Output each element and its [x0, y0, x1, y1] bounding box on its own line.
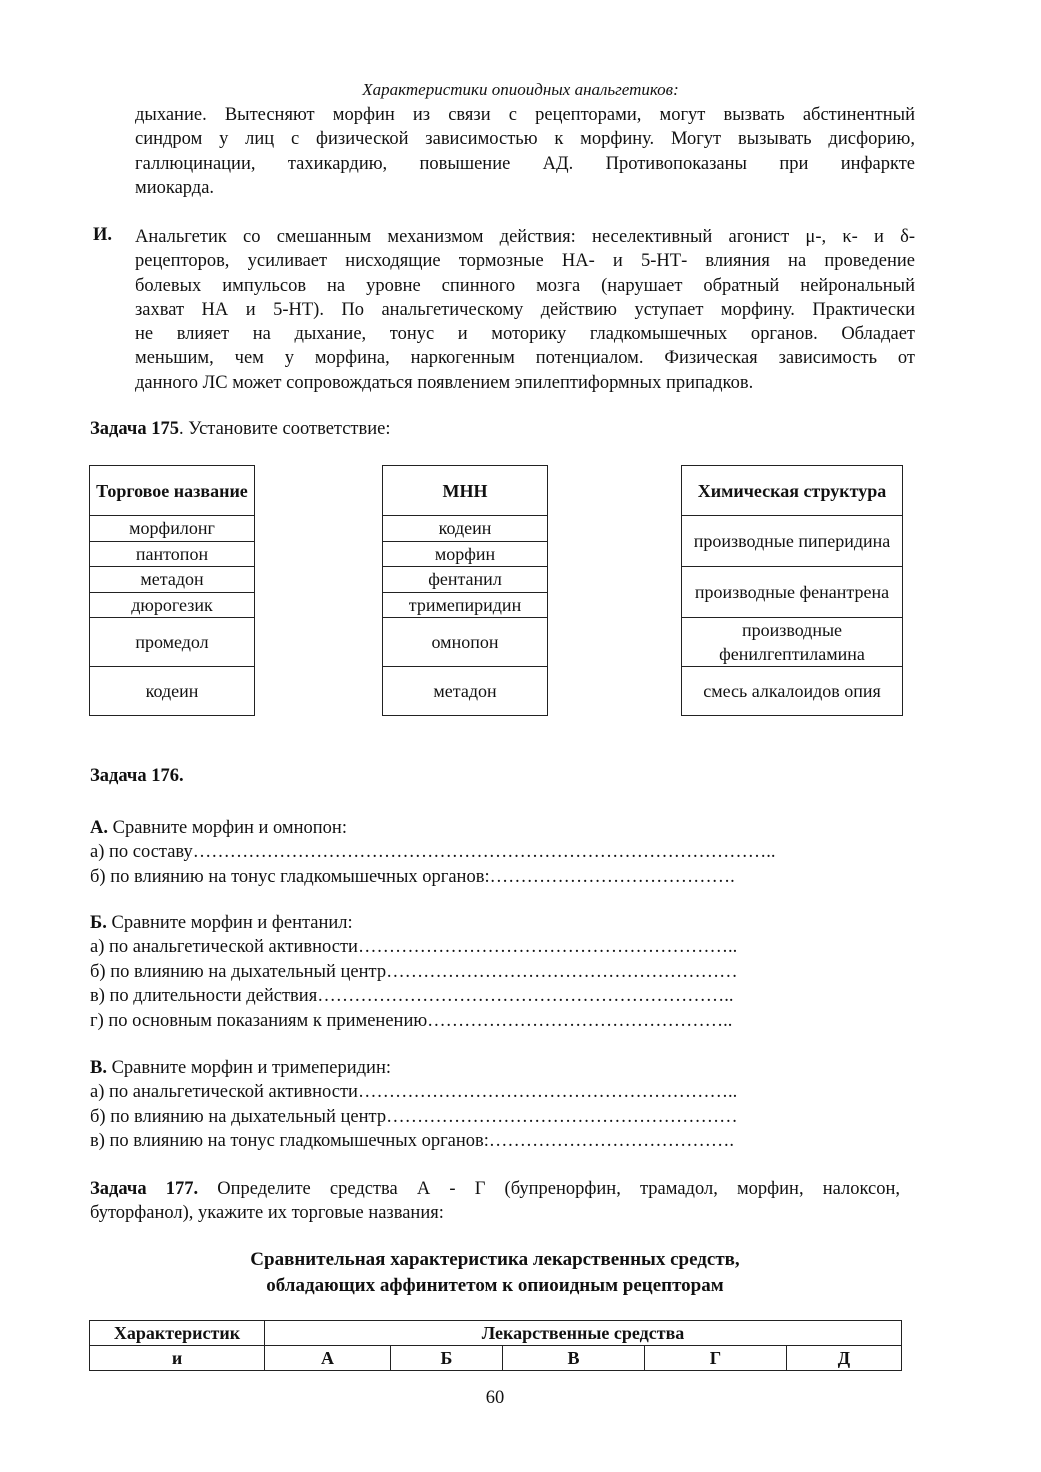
section-label: А. — [90, 818, 108, 838]
table-cell: метадон — [90, 567, 255, 593]
section-b — [90, 911, 738, 1033]
table-cell: кодеин — [383, 516, 548, 542]
section-a — [90, 816, 776, 889]
inn-table — [382, 465, 548, 716]
fill-line: а) по анальгетической активности…………………………………………………….. — [90, 937, 738, 958]
running-header: Характеристики опиоидных анальгетиков: — [362, 80, 679, 99]
fill-line: а) по составу………………………………………………………………………………….. — [90, 842, 776, 863]
section-heading-text: Сравните морфин и омнопон: — [108, 818, 347, 838]
page-number: 60 — [485, 1388, 505, 1408]
drug-column-header: А — [265, 1346, 391, 1371]
task-label: Задача 177. — [90, 1179, 199, 1199]
fill-line: б) по влиянию на дыхательный центр………………………………………………… — [90, 1106, 738, 1127]
title-line: Сравнительная характеристика лекарственных средств, — [250, 1249, 740, 1270]
section-v — [90, 1056, 738, 1154]
text-line: синдром у лиц с физической зависимостью к морфину. Могут вызывать дисфорию, — [135, 129, 915, 150]
text-line: меньшим, чем у морфина, наркогенным потенциалом. Физическая зависимость от — [135, 348, 915, 369]
table-cell: омнопон — [383, 618, 548, 667]
text-line: Анальгетик со смешанным механизмом действия: неселективный агонист μ-, κ- и δ- — [135, 227, 915, 247]
table-cell: метадон — [383, 667, 548, 716]
characteristic-header-cont: и — [90, 1346, 265, 1371]
section-heading — [90, 911, 738, 935]
drug-column-header: Г — [645, 1346, 787, 1371]
task-text: Определите средства А - Г (бупренорфин, трамадол, морфин, налоксон, — [198, 1179, 900, 1199]
section-heading-text: Сравните морфин и тримеперидин: — [106, 1058, 391, 1078]
table-cell: морфин — [383, 541, 548, 567]
text-line: миокарда. — [135, 177, 215, 198]
comparison-table — [89, 1320, 902, 1371]
text-line: захват НА и 5-НТ). По анальгетическому действию уступает морфину. Практически — [135, 299, 915, 320]
fill-line: г) по основным показаниям к применению………………………………………….. — [90, 1010, 733, 1031]
table-cell: кодеин — [90, 667, 255, 716]
text-line: галлюцинации, тахикардию, повышение АД. Противопоказаны при инфаркте — [135, 153, 915, 174]
task-176-heading: Задача 176. — [90, 766, 184, 786]
text-line: не влияет на дыхание, тонус и моторику гладкомышечных органов. Обладает — [135, 324, 915, 345]
fill-line: б) по влиянию на тонус гладкомышечных органов:…………………………………. — [90, 866, 735, 887]
section-i-paragraph — [135, 225, 915, 395]
table-cell: пантопон — [90, 541, 255, 567]
table-cell: морфилонг — [90, 516, 255, 542]
drug-column-header: Б — [391, 1346, 503, 1371]
task-label: Задача 175 — [90, 419, 179, 439]
text-line: буторфанол), укажите их торговые названия: — [90, 1203, 444, 1224]
table-title — [0, 1247, 990, 1299]
text-line: данного ЛС может сопровождаться появлением эпилептиформных припадков. — [135, 372, 754, 393]
drugs-group-header: Лекарственные средства — [265, 1321, 902, 1346]
table-header: Торговое название — [90, 466, 255, 516]
table-header: МНН — [383, 466, 548, 516]
fill-line: б) по влиянию на дыхательный центр………………………………………………… — [90, 961, 738, 982]
text-line: болевых импульсов на уровне спинного мозга (нарушает обратный нейрональный — [135, 275, 915, 296]
fill-line: а) по анальгетической активности…………………………………………………….. — [90, 1082, 738, 1103]
paragraph-continuation — [135, 103, 915, 200]
table-cell: промедол — [90, 618, 255, 667]
section-heading — [90, 816, 776, 840]
table-cell: дюрогезик — [90, 592, 255, 618]
section-label: Б. — [90, 913, 107, 933]
task-175-heading — [90, 419, 391, 440]
section-heading-text: Сравните морфин и фентанил: — [106, 913, 353, 933]
task-177-paragraph — [90, 1177, 900, 1226]
section-heading — [90, 1056, 738, 1080]
table-cell: смесь алкалоидов опия — [682, 667, 903, 716]
trade-name-table — [89, 465, 255, 716]
text-line: рецепторов, усиливает нисходящие тормозные НА- и 5-НТ- влияния на проведение — [135, 251, 915, 272]
text-line: дыхание. Вытесняют морфин из связи с рецепторами, могут вызвать абстинентный — [135, 105, 915, 125]
chemical-structure-table — [681, 465, 903, 716]
table-cell: тримепиридин — [383, 592, 548, 618]
table-cell: производные фенилгептиламина — [682, 618, 903, 667]
table-cell: производные фенантрена — [682, 567, 903, 618]
task-text: . Установите соответствие: — [178, 419, 391, 439]
section-marker: И. — [93, 225, 113, 245]
drug-column-header: В — [503, 1346, 645, 1371]
characteristic-header: Характеристик — [90, 1321, 265, 1346]
table-cell: фентанил — [383, 567, 548, 593]
table-header: Химическая структура — [682, 466, 903, 516]
drug-column-header: Д — [787, 1346, 902, 1371]
text-line — [90, 1177, 900, 1201]
table-cell: производные пиперидина — [682, 516, 903, 567]
fill-line: в) по длительности действия………………………………………………………….. — [90, 986, 734, 1007]
fill-line: в) по влиянию на тонус гладкомышечных органов:…………………………………. — [90, 1131, 735, 1152]
section-label: В. — [90, 1058, 107, 1078]
title-line: обладающих аффинитетом к опиоидным рецепторам — [266, 1275, 724, 1296]
